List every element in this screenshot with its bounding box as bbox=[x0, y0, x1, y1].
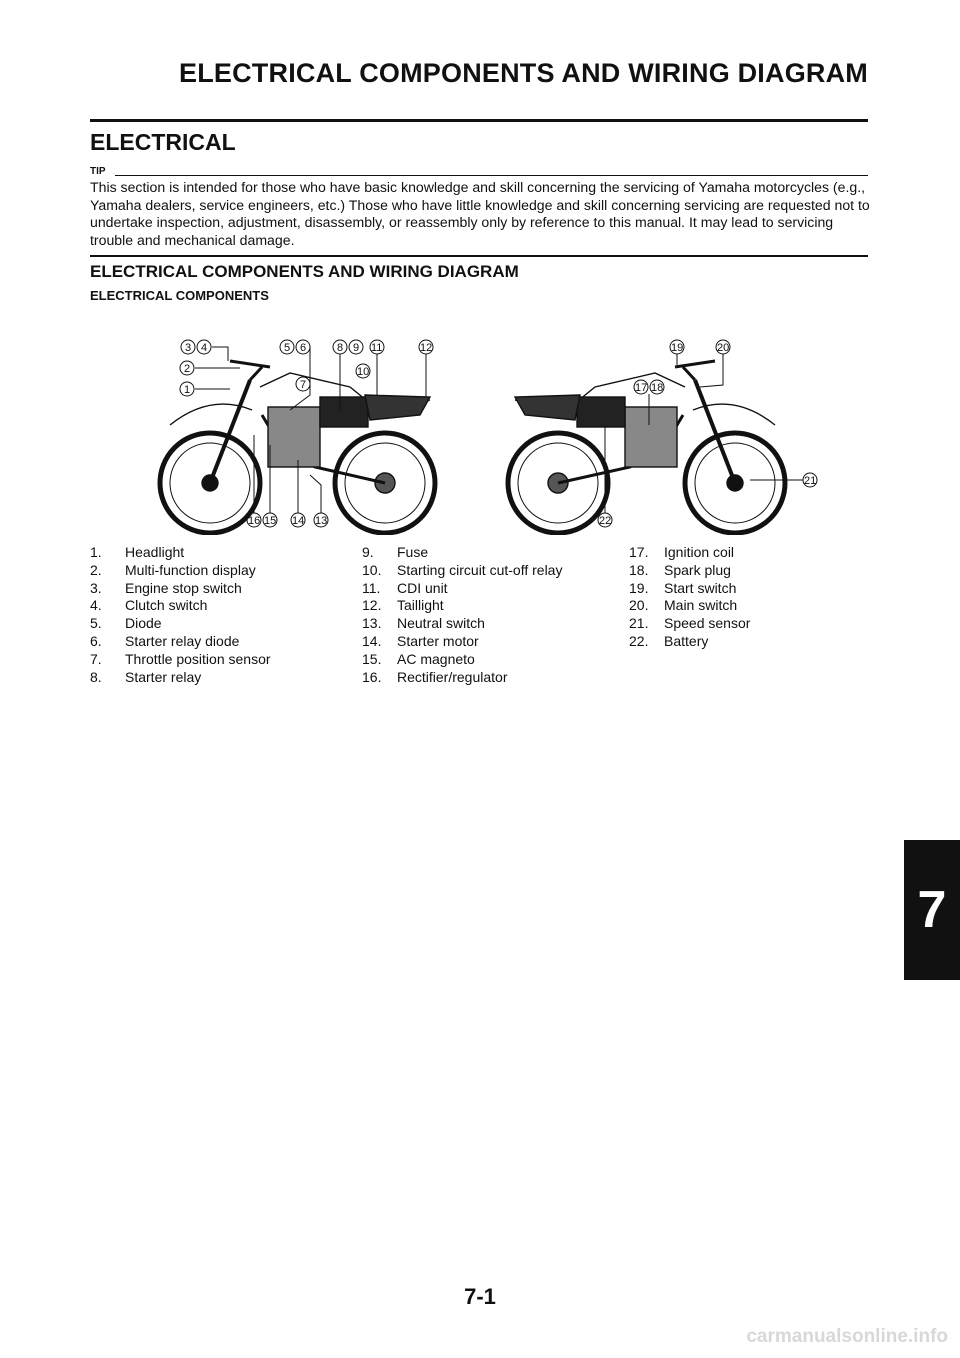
callout-22: 22 bbox=[599, 515, 612, 527]
legend-item: 14. Starter motor bbox=[362, 632, 479, 649]
callout-6: 6 bbox=[300, 342, 307, 354]
callout-11: 11 bbox=[371, 342, 383, 354]
motorcycle-diagram bbox=[150, 325, 830, 535]
callout-21: 21 bbox=[804, 475, 817, 487]
callout-14: 14 bbox=[292, 515, 305, 527]
callout-16: 16 bbox=[248, 515, 261, 527]
legend-item: 16. Rectifier/regulator bbox=[362, 668, 508, 685]
header-rule bbox=[90, 119, 868, 122]
callout-20: 20 bbox=[717, 342, 730, 354]
tip-text: This section is intended for those who have basic knowledge and skill concerning the servicing of Yamaha motorcycles (e.g., Yamaha dealers, service engineers, etc.) Those who have little knowledge and skill concerning servicing are requested not to undertake inspection, adjustment, disassembly, or reassembly only by reference to this manual. It may lead to servicing trouble and mechanical damage. bbox=[90, 179, 870, 248]
legend-item: 10. Starting circuit cut-off relay bbox=[362, 561, 563, 578]
callout-1: 1 bbox=[184, 384, 191, 396]
callout-19: 19 bbox=[671, 342, 684, 354]
callout-7: 7 bbox=[300, 379, 307, 391]
callout-18: 18 bbox=[651, 382, 664, 394]
legend-item: 1. Headlight bbox=[90, 544, 185, 560]
legend-item: 12. Taillight bbox=[362, 597, 444, 614]
subsection-title: ELECTRICAL COMPONENTS AND WIRING DIAGRAM bbox=[90, 262, 519, 281]
callout-9: 9 bbox=[353, 342, 360, 354]
legend-item: 15. AC magneto bbox=[362, 650, 475, 667]
legend-item: 22. Battery bbox=[629, 632, 709, 649]
callout-10: 10 bbox=[357, 366, 370, 378]
callout-8: 8 bbox=[337, 342, 344, 354]
legend-item: 9. Fuse bbox=[362, 544, 429, 560]
callout-15: 15 bbox=[264, 515, 277, 527]
chapter-tab: 7 bbox=[904, 840, 960, 980]
legend-item: 13. Neutral switch bbox=[362, 615, 485, 632]
legend-item: 2. Multi-function display bbox=[90, 561, 256, 578]
legend-item: 5. Diode bbox=[90, 615, 162, 632]
tip-label: TIP bbox=[90, 166, 106, 177]
legend-item: 20. Main switch bbox=[629, 597, 738, 614]
tip-end-rule bbox=[90, 255, 868, 257]
tip-rule bbox=[115, 175, 868, 176]
legend-item: 18. Spark plug bbox=[629, 561, 731, 578]
legend-item: 19. Start switch bbox=[629, 579, 737, 596]
page-number: 7-1 bbox=[464, 1284, 496, 1309]
callout-4: 4 bbox=[201, 342, 208, 354]
legend-column-2 bbox=[362, 544, 562, 686]
legend-item: 17. Ignition coil bbox=[629, 544, 735, 560]
callout-12: 12 bbox=[420, 342, 433, 354]
callout-17: 17 bbox=[635, 382, 648, 394]
callout-3: 3 bbox=[185, 342, 192, 354]
legend-item: 8. Starter relay bbox=[90, 668, 202, 685]
callout-13: 13 bbox=[315, 515, 328, 527]
page-header-title: ELECTRICAL COMPONENTS AND WIRING DIAGRAM bbox=[179, 58, 868, 88]
callout-2: 2 bbox=[184, 363, 191, 375]
legend-column-1 bbox=[90, 544, 271, 686]
legend-column-3 bbox=[629, 544, 750, 651]
legend-item: 6. Starter relay diode bbox=[90, 632, 240, 649]
callout-5: 5 bbox=[284, 342, 291, 354]
section-title: ELECTRICAL bbox=[90, 129, 236, 155]
legend-item: 3. Engine stop switch bbox=[90, 579, 242, 596]
legend-item: 21. Speed sensor bbox=[629, 615, 751, 632]
legend-item: 4. Clutch switch bbox=[90, 597, 208, 614]
legend-item: 7. Throttle position sensor bbox=[90, 650, 271, 667]
subsubsection-title: ELECTRICAL COMPONENTS bbox=[90, 288, 269, 303]
legend-item: 11. CDI unit bbox=[362, 579, 448, 596]
watermark: carmanualsonline.info bbox=[746, 1326, 948, 1347]
